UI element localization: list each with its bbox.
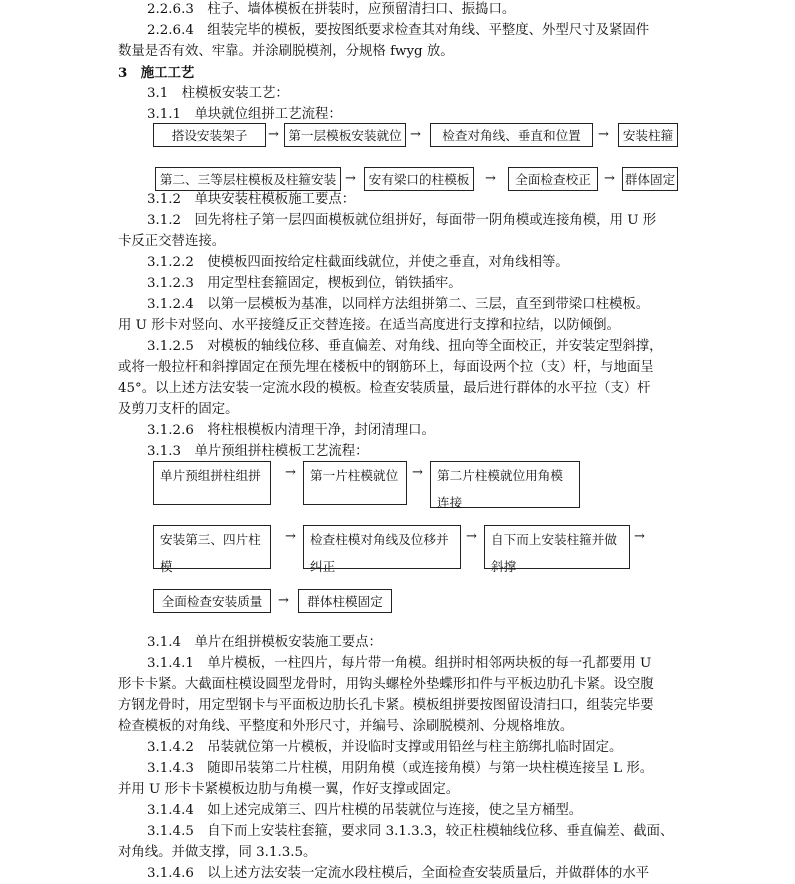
flow-box: 群体柱模固定 xyxy=(298,589,392,613)
text-line: 3.1.2 单块安装柱模板施工要点： xyxy=(147,192,356,207)
flow-box: 搭设安装架子 xyxy=(153,123,266,147)
text-line: 3.1.4 单片在组拼模板安装施工要点： xyxy=(147,635,382,650)
text-line: 45°。以上述方法安装一定流水段的模板。检查安装质量，最后进行群体的水平拉（支）杆 xyxy=(118,381,651,396)
text-line: 3.1.2.4 以第一层模板为基准，以同样方法组拼第二、三层，直至到带梁口柱模板。 xyxy=(147,297,650,312)
text-line: 方钢龙骨时，用定型钢卡与平面板边肋长孔卡紧。模板组拼要按图留设清扫口，组装完毕要 xyxy=(118,698,654,713)
text-line: 卡反正交替连接。 xyxy=(118,234,226,249)
flow-box: 安装柱箍 xyxy=(618,123,678,147)
text-line: 数量是否有效、牢靠。并涂刷脱模剂，分规格 fwyg 放。 xyxy=(118,44,454,59)
flow-box: 群体固定 xyxy=(622,167,678,191)
flow-arrow: → xyxy=(285,465,296,480)
text-line: 形卡卡紧。大截面柱模设圆型龙骨时，用钩头螺栓外垫蝶形扣件与平板边肋孔卡紧。设空腹 xyxy=(118,677,654,692)
flow-arrow: → xyxy=(634,529,645,544)
text-line: 3.1.2.3 用定型柱套箍固定，楔板到位，销铁插牢。 xyxy=(147,276,462,291)
text-line: 2.2.6.3 柱子、墙体模板在拼装时，应预留清扫口、振捣口。 xyxy=(147,2,516,17)
flow-box: 安有梁口的柱模板 xyxy=(364,167,474,191)
section-heading: 3 施工工艺 xyxy=(118,65,195,81)
text-line: 用 U 形卡对竖向、水平接缝反正交替连接。在适当高度进行支撑和拉结，以防倾倒。 xyxy=(118,318,620,333)
text-line: 检查模板的对角线、平整度和外形尺寸，并编号、涂刷脱模剂、分规格堆放。 xyxy=(118,719,574,734)
flow-arrow: → xyxy=(604,171,615,186)
text-line: 3.1.4.4 如上述完成第三、四片柱模的吊装就位与连接，使之呈方桶型。 xyxy=(147,803,583,818)
flow-arrow: → xyxy=(285,529,296,544)
text-line: 3.1.1 单块就位组拼工艺流程： xyxy=(147,107,342,122)
flow-box: 第二、三等层柱模板及柱箍安装 xyxy=(155,167,341,191)
flow-box: 检查柱模对角线及位移并纠正 xyxy=(303,525,461,569)
flow-arrow: → xyxy=(268,127,279,142)
flow-box: 全面检查校正 xyxy=(508,167,598,191)
text-line: 2.2.6.4 组装完毕的模板，要按图纸要求检查其对角线、平整度、外型尺寸及紧固件 xyxy=(147,23,650,38)
flow-arrow: → xyxy=(485,171,496,186)
text-line: 3.1.2.6 将柱根模板内清理干净，封闭清理口。 xyxy=(147,423,435,438)
flow-arrow: → xyxy=(410,127,421,142)
flow-box: 第二片柱模就位用角模连接 xyxy=(430,461,580,508)
text-line: 3.1.2 回先将柱子第一层四面模板就位组拼好，每面带一阴角模或连接角模，用 U 形 xyxy=(147,213,657,228)
flow-box: 检查对角线、垂直和位置 xyxy=(430,123,593,147)
flow-arrow: → xyxy=(412,465,423,480)
flow-box: 第一层模板安装就位 xyxy=(284,123,406,147)
text-line: 3.1.2.5 对模板的轴线位移、垂直偏差、对角线、扭向等全面校正，并安装定型斜撑， xyxy=(147,339,663,354)
flow-box: 自下而上安装柱箍并做斜撑 xyxy=(484,525,630,569)
flow-box: 安装第三、四片柱模 xyxy=(153,525,271,569)
text-line: 3.1.3 单片预组拼柱模板工艺流程： xyxy=(147,444,369,459)
flow-arrow: → xyxy=(466,529,477,544)
text-line: 3.1.4.1 单片模板，一柱四片，每片带一角模。组拼时相邻两块板的每一孔都要用 U xyxy=(147,656,652,671)
flow-arrow: → xyxy=(598,127,609,142)
text-line: 及剪刀支杆的固定。 xyxy=(118,402,239,417)
flow-arrow: → xyxy=(278,593,289,608)
text-line: 3.1 柱模板安装工艺： xyxy=(147,86,289,101)
flow-box: 第一片柱模就位 xyxy=(303,461,407,505)
flow-arrow: → xyxy=(345,171,356,186)
flow-box: 单片预组拼柱组拼 xyxy=(153,461,271,505)
text-line: 3.1.4.6 以上述方法安装一定流水段柱模后，全面检查安装质量后，并做群体的水平 xyxy=(147,866,650,881)
text-line: 3.1.4.2 吊装就位第一片模板，并设临时支撑或用铅丝与柱主筋绑扎临时固定。 xyxy=(147,740,623,755)
text-line: 或将一般拉杆和斜撑固定在预先埋在楼板中的钢筋环上，每面设两个拉（支）杆，与地面呈 xyxy=(118,360,654,375)
flow-box: 全面检查安装质量 xyxy=(153,589,271,613)
text-line: 对角线。并做支撑，同 3.1.3.5。 xyxy=(118,845,317,860)
text-line: 3.1.2.2 使模板四面按给定柱截面线就位，并使之垂直，对角线相等。 xyxy=(147,255,569,270)
text-line: 并用 U 形卡卡紧模板边肋与角模一翼，作好支撑或固定。 xyxy=(118,782,460,797)
text-line: 3.1.4.3 随即吊装第二片柱模，用阴角模（或连接角模）与第一块柱模连接呈 L 形。 xyxy=(147,761,654,776)
text-line: 3.1.4.5 自下而上安装柱套箍，要求同 3.1.3.3，较正柱模轴线位移、垂直偏差、截面、 xyxy=(147,824,674,839)
